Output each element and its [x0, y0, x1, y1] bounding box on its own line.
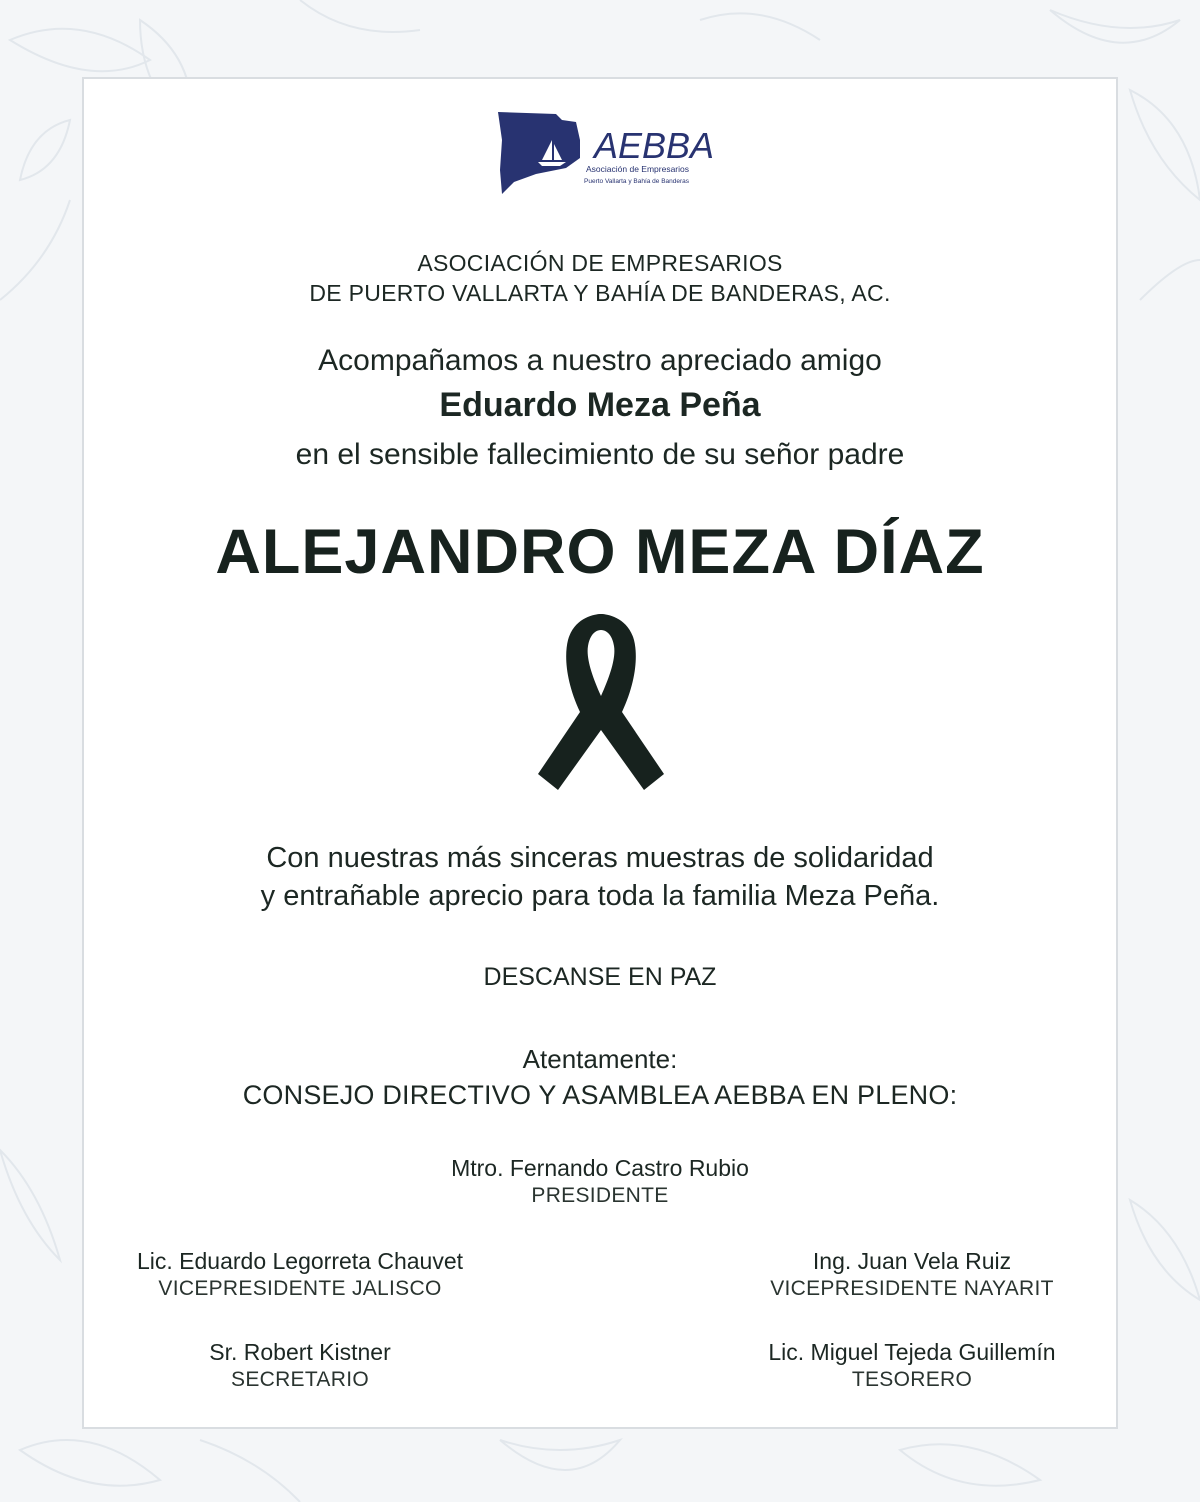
reason-text: en el sensible fallecimiento de su señor padre	[295, 438, 905, 471]
signatory-role: PRESIDENTE	[531, 1183, 669, 1207]
org-name-line-1: ASOCIACIÓN DE EMPRESARIOS	[417, 250, 783, 276]
condolence-line-1: Con nuestras más sinceras muestras de solidaridad	[266, 842, 934, 874]
signatory-role: SECRETARIO	[231, 1367, 369, 1391]
intro-text: Acompañamos a nuestro apreciado amigo	[318, 344, 882, 377]
signatory-name: Ing. Juan Vela Ruiz	[812, 1248, 1012, 1274]
signatory-name: Sr. Robert Kistner	[209, 1339, 391, 1365]
aebba-logo	[496, 110, 726, 196]
deceased-name: ALEJANDRO MEZA DÍAZ	[215, 517, 985, 587]
mourning-ribbon-icon	[536, 612, 666, 794]
signatory-president	[350, 1154, 850, 1209]
logo-subtitle-1: Asociación de Empresarios	[586, 164, 689, 174]
logo-subtitle-2: Puerto Vallarta y Bahía de Banderas	[584, 178, 690, 185]
signatory-role: VICEPRESIDENTE JALISCO	[158, 1276, 442, 1300]
signatory-secretary	[50, 1338, 550, 1393]
friend-name: Eduardo Meza Peña	[439, 386, 761, 424]
signatory-name: Mtro. Fernando Castro Rubio	[451, 1155, 749, 1181]
regards-text: Atentamente:	[522, 1044, 678, 1074]
logo-title: AEBBA	[594, 125, 715, 166]
signatory-treasurer	[662, 1338, 1162, 1393]
council-text: CONSEJO DIRECTIVO Y ASAMBLEA AEBBA EN PLENO:	[242, 1080, 958, 1110]
condolence-line-2: y entrañable aprecio para toda la familia Meza Peña.	[260, 880, 940, 912]
signatory-role: TESORERO	[851, 1367, 973, 1391]
signatory-name: Lic. Eduardo Legorreta Chauvet	[136, 1248, 464, 1274]
signatory-name: Lic. Miguel Tejeda Guillemín	[768, 1339, 1056, 1365]
org-name-line-2: DE PUERTO VALLARTA Y BAHÍA DE BANDERAS, AC.	[309, 280, 891, 306]
signatory-vp-jalisco	[50, 1247, 550, 1302]
rest-in-peace-text: DESCANSE EN PAZ	[483, 963, 717, 991]
signatory-role: VICEPRESIDENTE NAYARIT	[770, 1276, 1054, 1300]
signatory-vp-nayarit	[662, 1247, 1162, 1302]
